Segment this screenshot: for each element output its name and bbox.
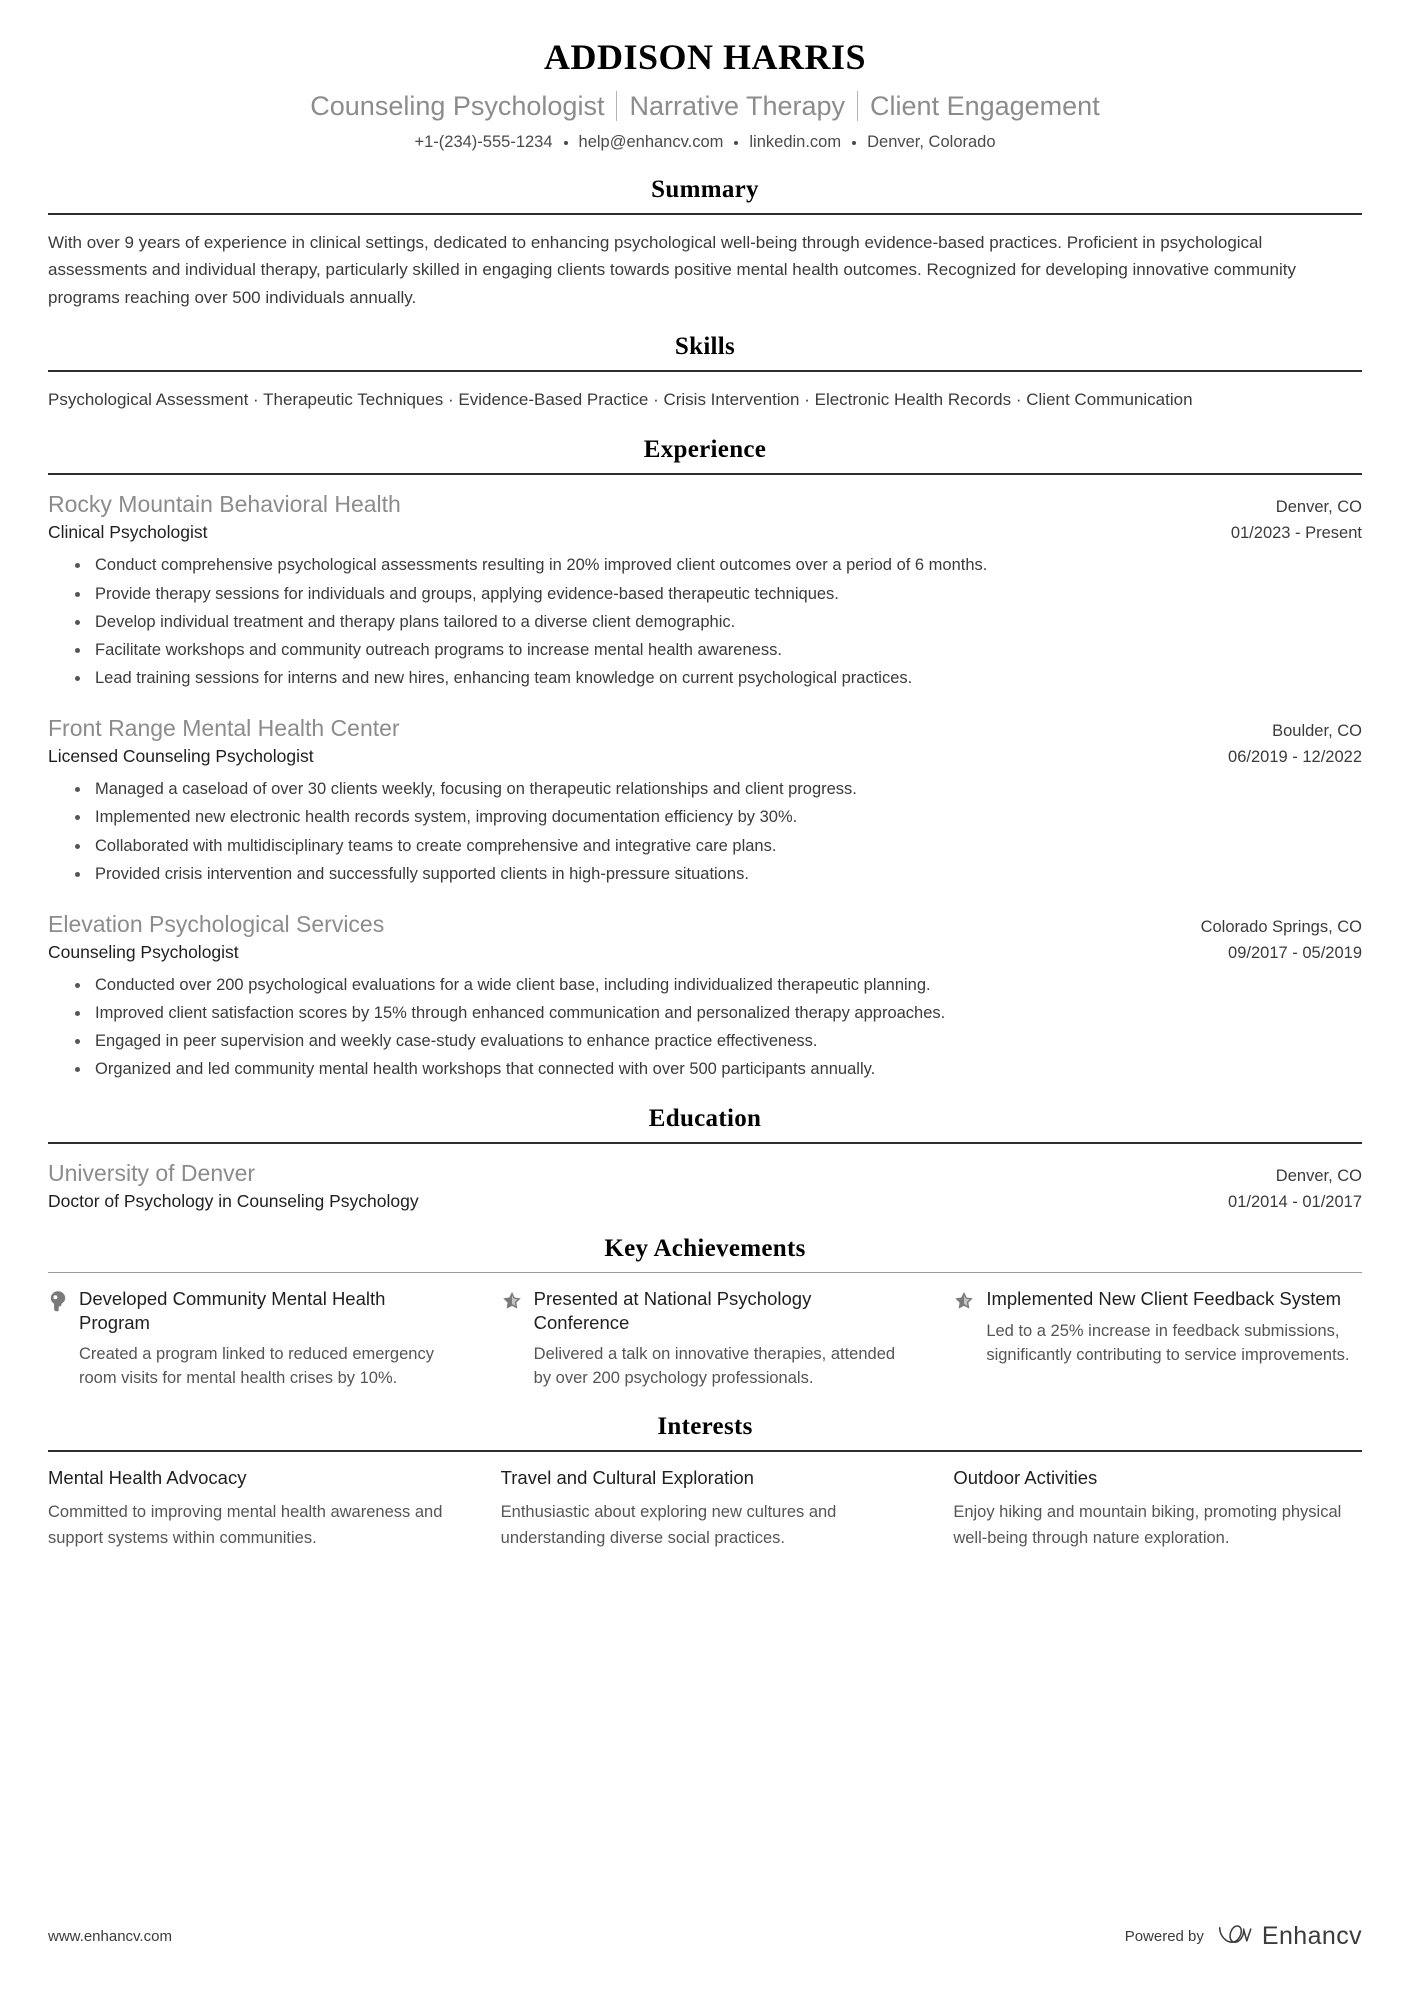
- experience-dates: 06/2019 - 12/2022: [1228, 747, 1362, 766]
- experience-entry-org-row: [48, 489, 1362, 520]
- headline-part-1: Counseling Psychologist: [310, 90, 605, 121]
- experience-dates: 01/2023 - Present: [1230, 523, 1362, 542]
- list-item: Engaged in peer supervision and weekly case-study evaluations to enhance practice effectiveness.: [75, 1029, 1362, 1054]
- experience-role: Licensed Counseling Psychologist: [48, 745, 314, 766]
- interest-item: [48, 1466, 457, 1551]
- contact-email[interactable]: help@enhancv.com: [578, 133, 724, 152]
- section-divider: [48, 370, 1362, 372]
- experience-dates: 09/2017 - 05/2019: [1228, 943, 1362, 962]
- enhancv-brand: [1217, 1922, 1362, 1951]
- list-item: Organized and led community mental health workshops that connected with over 500 participants annually.: [75, 1057, 1362, 1082]
- section-key-achievements: [48, 1235, 1362, 1391]
- section-title-summary: Summary: [651, 175, 759, 203]
- section-title-experience: Experience: [643, 435, 767, 463]
- experience-location: Boulder, CO: [1272, 721, 1362, 740]
- achievement-body: [534, 1287, 910, 1391]
- education-entry: [48, 1158, 1362, 1214]
- interests-grid: [48, 1466, 1362, 1551]
- achievement-description: Delivered a talk on innovative therapies, attended by over 200 psychology professionals.: [533, 1345, 896, 1388]
- achievement-item: [953, 1287, 1362, 1391]
- skills-list: Psychological Assessment · Therapeutic Techniques · Evidence-Based Practice · Crisis Intervention · Electronic Health Records · Client Communication: [48, 390, 1193, 410]
- resume-header: [48, 0, 1362, 154]
- enhancv-wordmark: Enhancv: [1261, 1922, 1362, 1950]
- section-divider: [48, 1272, 1362, 1273]
- list-item: Lead training sessions for interns and new hires, enhancing team knowledge on current psychological practices.: [75, 666, 1362, 691]
- enhancv-logo-icon: [1217, 1923, 1253, 1951]
- bullet-separator-icon: [734, 141, 738, 145]
- achievement-body: [986, 1287, 1362, 1368]
- experience-location: Colorado Springs, CO: [1200, 917, 1362, 936]
- experience-bullets: [48, 973, 1362, 1082]
- footer-website[interactable]: www.enhancv.com: [48, 1928, 172, 1945]
- section-title-skills: Skills: [674, 333, 736, 361]
- headline-part-3: Client Engagement: [870, 90, 1100, 121]
- experience-role: Counseling Psychologist: [48, 941, 239, 962]
- section-interests: [48, 1413, 1362, 1551]
- experience-entry: [48, 489, 1362, 691]
- list-item: Conduct comprehensive psychological assessments resulting in 20% improved client outcomes over a period of 6 months.: [75, 553, 1362, 578]
- experience-entry: [48, 909, 1362, 1083]
- achievement-item: [501, 1287, 910, 1391]
- interest-description: Committed to improving mental health awareness and support systems within communities.: [48, 1503, 443, 1547]
- page-footer: [48, 1922, 1362, 1951]
- list-item: Collaborated with multidisciplinary teams to create comprehensive and integrative care plans.: [75, 834, 1362, 859]
- experience-entry-role-row: [48, 940, 1362, 965]
- section-divider: [48, 473, 1362, 475]
- interest-item: [953, 1466, 1362, 1551]
- list-item: Provided crisis intervention and successfully supported clients in high-pressure situations.: [75, 862, 1362, 887]
- list-item: Managed a caseload of over 30 clients weekly, focusing on therapeutic relationships and client progress.: [75, 777, 1362, 802]
- interest-title: Mental Health Advocacy: [48, 1467, 247, 1489]
- education-institution: University of Denver: [48, 1159, 256, 1186]
- list-item: Facilitate workshops and community outreach programs to increase mental health awareness.: [75, 638, 1362, 663]
- section-divider: [48, 1142, 1362, 1144]
- section-education: [48, 1105, 1362, 1214]
- achievement-description: Created a program linked to reduced emergency room visits for mental health crises by 10%.: [79, 1345, 434, 1388]
- powered-by: [1125, 1922, 1362, 1951]
- star-icon: [501, 1287, 523, 1317]
- experience-entry-org-row: [48, 713, 1362, 744]
- section-experience: [48, 436, 1362, 1083]
- experience-organization: Elevation Psychological Services: [48, 910, 385, 937]
- bullet-separator-icon: [852, 141, 856, 145]
- summary-text: With over 9 years of experience in clinical settings, dedicated to enhancing psychological well-being through evidence-based practices. Proficient in psychological assessments and individual therapy, particularly skilled in engaging clients towards positive mental health outcomes. Recognized for developing innovative community programs reaching over 500 individuals annually.: [48, 232, 1296, 307]
- experience-bullets: [48, 777, 1362, 886]
- contact-phone: +1-(234)-555-1234: [414, 133, 553, 152]
- experience-role: Clinical Psychologist: [48, 521, 208, 542]
- education-location: Denver, CO: [1275, 1166, 1362, 1185]
- section-skills: [48, 333, 1362, 414]
- experience-entry-org-row: [48, 909, 1362, 940]
- list-item: Provide therapy sessions for individuals and groups, applying evidence-based therapeutic techniques.: [75, 582, 1362, 607]
- achievement-description: Led to a 25% increase in feedback submissions, significantly contributing to service improvements.: [986, 1321, 1350, 1364]
- list-item: Develop individual treatment and therapy plans tailored to a diverse client demographic.: [75, 610, 1362, 635]
- education-degree: Doctor of Psychology in Counseling Psychology: [48, 1190, 419, 1211]
- interest-description: Enjoy hiking and mountain biking, promoting physical well-being through nature exploration.: [953, 1503, 1342, 1547]
- interest-description: Enthusiastic about exploring new cultures and understanding diverse social practices.: [500, 1503, 837, 1547]
- interest-title: Travel and Cultural Exploration: [500, 1467, 754, 1489]
- bullet-separator-icon: [564, 141, 568, 145]
- experience-organization: Rocky Mountain Behavioral Health: [48, 490, 401, 517]
- powered-by-label: Powered by: [1124, 1928, 1204, 1945]
- section-title-key-achievements: Key Achievements: [604, 1235, 806, 1263]
- headline-divider-icon: [857, 91, 858, 121]
- interest-item: [501, 1466, 910, 1551]
- list-item: Implemented new electronic health records system, improving documentation efficiency by 30%.: [75, 805, 1362, 830]
- headline-part-2: Narrative Therapy: [629, 90, 846, 121]
- section-title-interests: Interests: [657, 1413, 753, 1441]
- experience-entry-role-row: [48, 744, 1362, 769]
- headline-divider-icon: [616, 91, 617, 121]
- achievement-item: [48, 1287, 457, 1391]
- achievements-grid: [48, 1287, 1362, 1391]
- achievement-title: Developed Community Mental Health Program: [79, 1288, 386, 1333]
- contact-website[interactable]: linkedin.com: [749, 133, 842, 152]
- list-item: Conducted over 200 psychological evaluations for a wide client base, including individualized therapeutic planning.: [75, 973, 1362, 998]
- star-icon: [953, 1287, 975, 1317]
- experience-location: Denver, CO: [1275, 497, 1362, 516]
- education-entry-degree-row: [48, 1189, 1362, 1214]
- contact-location: Denver, Colorado: [867, 133, 996, 152]
- achievement-title: Implemented New Client Feedback System: [986, 1288, 1342, 1310]
- page-title: ADDISON HARRIS: [543, 37, 867, 77]
- professional-headline: [48, 90, 1362, 124]
- interest-title: Outdoor Activities: [953, 1467, 1098, 1489]
- section-divider: [48, 213, 1362, 215]
- section-title-education: Education: [648, 1104, 762, 1132]
- contact-info: [48, 132, 1362, 153]
- achievement-title: Presented at National Psychology Conference: [533, 1288, 812, 1333]
- section-divider: [48, 1450, 1362, 1452]
- head-profile-icon: [48, 1287, 68, 1317]
- experience-entry: [48, 713, 1362, 887]
- experience-entry-role-row: [48, 520, 1362, 545]
- experience-organization: Front Range Mental Health Center: [48, 714, 400, 741]
- education-dates: 01/2014 - 01/2017: [1228, 1192, 1362, 1211]
- list-item: Improved client satisfaction scores by 15% through enhanced communication and personalized therapy approaches.: [75, 1001, 1362, 1026]
- section-summary: [48, 176, 1362, 312]
- experience-bullets: [48, 553, 1362, 690]
- education-entry-org-row: [48, 1158, 1362, 1189]
- achievement-body: [79, 1287, 457, 1391]
